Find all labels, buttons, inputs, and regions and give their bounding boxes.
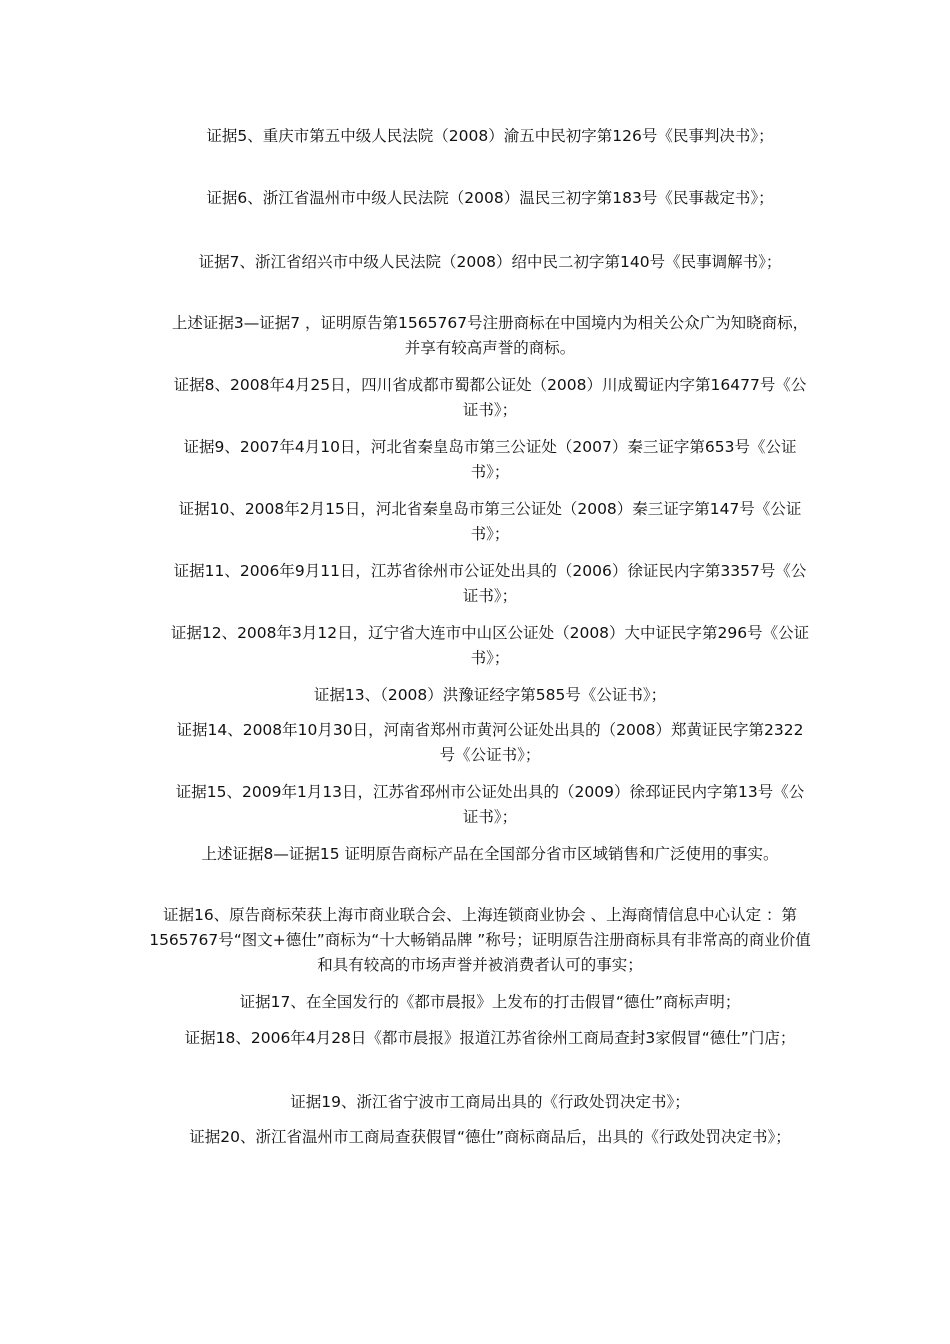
evidence-20: 证据20、浙江省温州市工商局查获假冒“德仕”商标商品后，出具的《行政处罚决定书》；	[189, 1128, 791, 1146]
evidence-10: 证据10、2008年2月15日，河北省秦皇岛市第三公证处（2008）秦三证字第147号《公证书》；	[178, 500, 802, 543]
evidence-13: 证据13、（2008）洪豫证经字第585号《公证书》；	[313, 686, 667, 704]
evidence-17: 证据17、在全国发行的《都市晨报》上发布的打击假冒“德仕”商标声明；	[239, 993, 741, 1011]
evidence-5: 证据5、重庆市第五中级人民法院（2008）渝五中民初字第126号《民事判决书》；	[206, 127, 774, 145]
evidence-7: 证据7、浙江省绍兴市中级人民法院（2008）绍中民二初字第140号《民事调解书》；	[198, 253, 782, 271]
evidence-12: 证据12、2008年3月12日，辽宁省大连市中山区公证处（2008）大中证民字第296号《公证书》；	[170, 624, 810, 667]
evidence-8: 证据8、2008年4月25日，四川省成都市蜀都公证处（2008）川成蜀证内字第16477号《公证书》；	[173, 376, 807, 419]
evidence-19: 证据19、浙江省宁波市工商局出具的《行政处罚决定书》；	[290, 1093, 690, 1111]
summary-evidence-8-15: 上述证据8—证据15 证明原告商标产品在全国部分省市区域销售和广泛使用的事实。	[201, 845, 779, 863]
summary-evidence-3-7: 上述证据3—证据7 ，证明原告第1565767号注册商标在中国境内为相关公众广为知晓商标，并享有较高声誉的商标。	[171, 314, 809, 357]
evidence-15: 证据15、2009年1月13日，江苏省邳州市公证处出具的（2009）徐邳证民内字第13号《公证书》；	[175, 783, 805, 826]
evidence-18: 证据18、2006年4月28日《都市晨报》报道江苏省徐州工商局查封3家假冒“德仕”门店；	[184, 1029, 796, 1047]
evidence-6: 证据6、浙江省温州市中级人民法院（2008）温民三初字第183号《民事裁定书》；	[206, 189, 774, 207]
evidence-14: 证据14、2008年10月30日，河南省郑州市黄河公证处出具的（2008）郑黄证民字第2322号《公证书》；	[176, 721, 804, 764]
evidence-9: 证据9、2007年4月10日，河北省秦皇岛市第三公证处（2007）秦三证字第653号《公证书》；	[183, 438, 797, 481]
evidence-16: 证据16、原告商标荣获上海市商业联合会、上海连锁商业协会 、上海商情信息中心认定 ：第1565767号“图文+德仕”商标为“十大畅销品牌 ”称号；证明原告注册商标具有非常高的商业价值和具有较高的市场声誉并被消费者认可的事实；	[149, 906, 811, 974]
evidence-11: 证据11、2006年9月11日，江苏省徐州市公证处出具的（2006）徐证民内字第3357号《公证书》；	[173, 562, 807, 605]
